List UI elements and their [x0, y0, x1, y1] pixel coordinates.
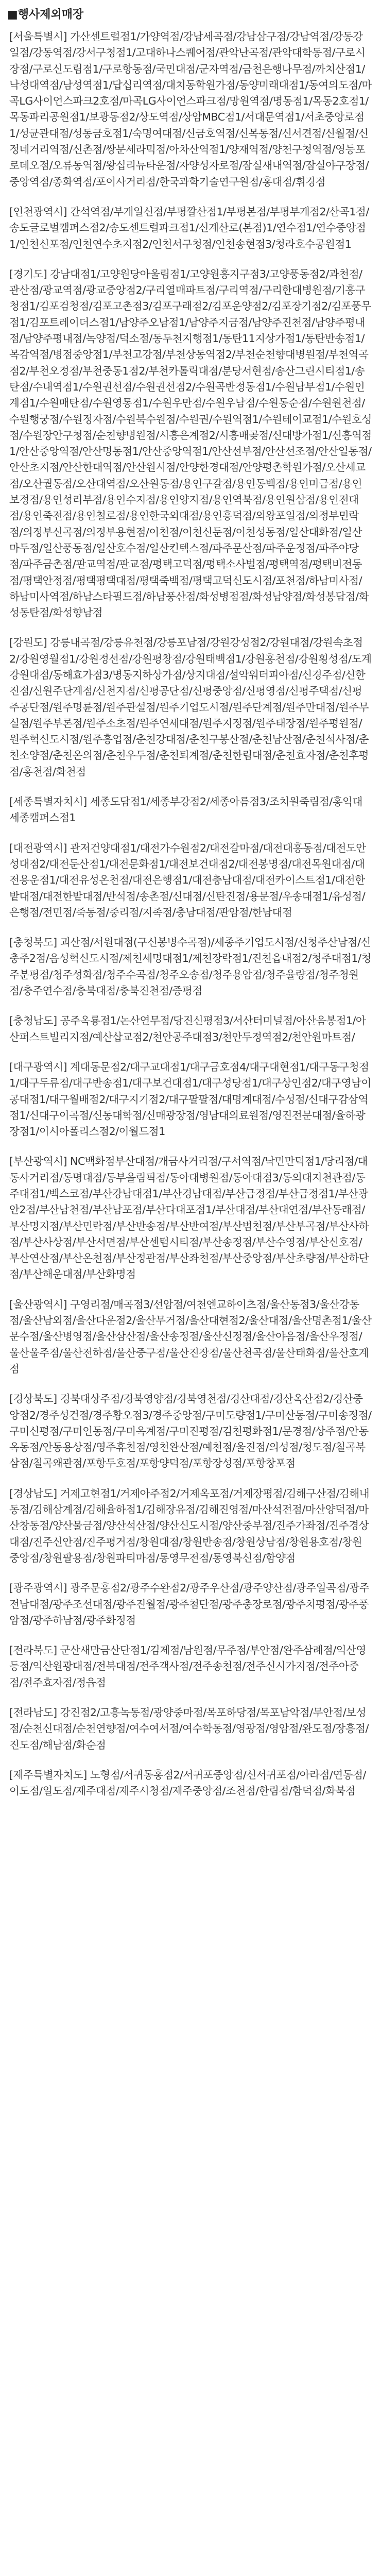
region-paragraph: [9, 1059, 372, 1140]
region-name: [전라남도]: [9, 1706, 57, 1719]
region-name: [대구광역시]: [9, 1060, 67, 1073]
region-name: [전라북도]: [9, 1644, 57, 1657]
region-name: [대전광역시]: [9, 841, 67, 854]
region-store-list: 계대동문점2/대구교대점1/대구금호점4/대구대현점1/대구동구청점1/대구두류점/대구반송점1/대구보건대점1/대구성당점1/대구상인점2/대구영남이공대점1/대구월배점2/대구지기점2/대구팔팔점/대명계대점/수성점/신대구감삼역점1/신대구이곡점/신동대학점/신매광장점/영남대의료원점/영진전문대점/율하광장점1/이시아폴리스점2/이월드점1: [9, 1060, 371, 1138]
region-store-list: 강진점2/고흥녹동점/광양중마점/목포하당점/목포남악점/무안점/보성점/순천신대점/순천연향점/여수여서점/여수학동점/영광점/영암점/완도점/장흥점/진도점/해남점/화순점: [9, 1706, 369, 1751]
region-name: [경상북도]: [9, 1393, 57, 1405]
region-paragraph: [9, 204, 372, 252]
region-name: [울산광역시]: [9, 1298, 67, 1311]
region-store-list: 노형점/서귀동홍점2/서귀포중앙점/신서귀포점/아라점/연동점/이도점/일도점/제주대점/제주시청점/제주중앙점/조천점/한림점/함덕점/화북점: [9, 1768, 366, 1798]
region-paragraph: [9, 1486, 372, 1566]
region-store-list: 관저건양대점1/대전가수원점2/대전갈마점/대전대흥동점/대전도안성대점2/대전둔산점1/대전문화점1/대전보건대점2/대전봉명점/대전목원대점/대전용운점1/대전유성온천점/대전은행점1/대전충남대점/대전카이스트점1/대전한밭대점/대전한밭대점/반석점/송촌점/신대점/신탄진점/용문점/우송대점1/유성점/은행점/전민점/죽동점/중리점/지족점/충남대점/판암점/한남대점: [9, 841, 366, 919]
region-name: [세종특별자치시]: [9, 795, 87, 808]
region-list: [0, 27, 381, 1800]
region-paragraph: [9, 1391, 372, 1471]
region-store-list: NC백화점부산대점/개금사거리점/구서역점/낙민만덕점1/당리점/대동사거리점/동명대점/동부올림픽점/동아대병원점/동아대점3/동의대지천관점/동주대점1/벡스코점/부산강남대점1/부산경남대점/부산금정점/부산금정점1/부산광안2점/부산남천점/부산남포점/부산다대포점1/부산대점/부산대연점/부산동래점/부산명지점/부산민락점/부산반송점/부산반여점/부산범천점/부산부곡점/부산사하점/부산사상점/부산서면점/부산센텀시티점/부산송정점/부산수영점/부산신호점/부산연산점/부산온천점/부산정관점/부산좌천점/부산중앙점/부산초량점/부산하단점/부산해운대점/부산화명점: [9, 1155, 369, 1281]
region-paragraph: [9, 29, 372, 190]
region-name: [경상남도]: [9, 1487, 57, 1500]
region-paragraph: [9, 266, 372, 621]
region-name: [충청남도]: [9, 1014, 57, 1027]
region-paragraph: [9, 1013, 372, 1045]
region-name: [경기도]: [9, 267, 47, 280]
region-paragraph: [9, 1297, 372, 1377]
region-store-list: 가산센트럴점1/가양역점/강남세곡점/강남삼구점/강남역점/강동강일점/강동역점/강서구청점1/고대하나스퀘어점/관악난곡점/관악대학동점/구로시장점/구로신도림점1/구로항동점/국민대점/군자역점/금천은행나무점/까치산점1/낙성대역점/남성역점1/답십리역점/대치동학원가점/동양미래대점1/동여의도점/마곡LG사이언스파크2호점/마곡LG사이언스파크점/망원역점/명동점1/목동2호점1/목동파리공원점1/보광동점2/상도역점/상암MBC점1/서대문역점1/서초중앙로점1/성균관대점/성동금호점1/숙명여대점/신금호역점/신목동점/신서견점/신월점/신정네거리역점/신촌점/쌍문세라믹점/아차산역점1/양재역점/양천구청역점/영등포로데오점/오류동역점/왕십리뉴타운점/자양성자로점/잠실새내역점/잠실야구장점/중앙역점/종화역점/포이사거리점/한국과학기술연구원점/홍대점/휘경점: [9, 30, 372, 188]
page-heading: [0, 0, 381, 27]
region-paragraph: [9, 635, 372, 780]
region-store-list: 세종도담점1/세종부강점2/세종아름점3/조치원죽림점/홍익대세종캠퍼스점1: [9, 795, 362, 824]
region-name: [강원도]: [9, 636, 47, 649]
region-paragraph: [9, 1705, 372, 1753]
region-name: [부산광역시]: [9, 1155, 67, 1168]
region-paragraph: [9, 1154, 372, 1282]
region-paragraph: [9, 935, 372, 999]
region-store-list: 광주문흥점2/광주수완점2/광주우산점/광주양산점/광주일곡점/광주전남대점/광주조선대점/광주진월점/광주첨단점/광주충장로점/광주치평점/광주풍암점/광주하남점/광주화정점: [9, 1582, 370, 1626]
region-paragraph: [9, 794, 372, 826]
region-store-list: 공주옥룡점1/논산연무점/당진신평점3/서산터미널점/아산음봉점1/아산퍼스트빌리지점/예산삽교점2/천안공주대점3/천안두정역점2/천안원마트점/: [9, 1014, 366, 1043]
region-name: [광주광역시]: [9, 1582, 67, 1595]
region-store-list: 간석역점/부개일신점/부평깔산점1/부평본점/부평부개점2/산곡1점/송도글로벌캠퍼스점2/송도센트럴파크점1/신계산로(본점)1/연수점1/연수중앙점1/인천신포점/인천연수초지점2/인천서구청점/인천송현점3/청라호수공원점1: [9, 205, 369, 250]
region-name: [서울특별시]: [9, 30, 67, 43]
region-paragraph: [9, 1767, 372, 1800]
region-paragraph: [9, 1580, 372, 1629]
region-name: [인천광역시]: [9, 205, 67, 218]
region-store-list: 강남대점1/고양원당아울림점1/고양원흥지구점3/고양풍동점2/과천점/관산점/광교역점/광교중앙점2/구리열매파트점/구리역점/구리한대병원점/기흥구청점1/김포검청점/김포고촌점3/김포구래점2/김포운양점2/김포장기점2/김포풍무점1/김포트레이더스점1/남양주오남점1/남양주지금점/남양주진천점/남양주평내점/남양주평내점/녹양점/덕소점/동두천지행점1/동탄11지상가점1/동탄반송점1/목감역점/병점중앙점1/부천고강점/부천상동역점2/부천순천향대병원점/부천역곡점2/부천오정점/부천중동1점2/부천카톨릭대점/분당서현점/송산그린시티점1/송탄점/수내역점1/수원권선점/수원권선점2/수원곡반정동점1/수원남부점1/수원인계점1/수원매탄점/수원영통점1/수원우만점/수원우남점/수원동순점/수원원천점/수원행궁점/수원정자점/수원북수원점/수원권/수원역점1/수원테이교점1/수원호성점/수원장안구청점/순천향병원점/시흥은계점2/시흥배곶점/신대방가점1/신흥역점1/안산중앙역점/안산명동점1/안산중앙역점1/안산선부점/안산선조점/안산일동점/안산초지점/안산한대역점/안산원시점/안양한경대점/안양평촌학원가점/오산세교점/오산궐동점/오산대역점/오산원동점/용인구갈점/용인동백점/용인미금점/용인보정점/용인성리부점/용인수지점/용인양지점/용인역북점/용인원삼점/용인전대점/용인죽전점/용인철로점/용인한국외대점/용인흥덕점/의왕포일점/의정부민락점/의정부신곡점/의정부용현점/이천점/이천신둔점/이천성동점/일산대화점/일산마두점/일산풍동점/일산호수점/일산킨텍스점/파주문산점/파주운정점/파주야당점/파주금촌점/판교역점/판교점/평택고덕점/평택소사벌점/평택역점/평택비전동점/평택안정점/평택평택대점/평택죽백점/평택고덕신도시점/포천점/하남미사점/하남미사역점/하남스타필드점/하남풍산점/화성병점점/화성남양점/화성봉담점/화성동탄점/화성향남점: [9, 267, 372, 619]
region-store-list: 경북대상주점/경북영양점/경북영천점/경산대점/경산옥산점2/경산중앙점2/경주성건점/경주황오점3/경주중앙점/구미도량점1/구미산동점/구미송정점/구미신평점/구미인동점/구미옥계점/구미진평점/김천평화점1/문경점/상주점/안동옥동점/안동용상점/영주휴천점/영천완산점/예천점/울진점/의성점/청도점/칠곡북삼점/칠곡왜관점/포항두호점/포항양덕점/포항장성점/포항창포점: [9, 1393, 372, 1470]
region-paragraph: [9, 1642, 372, 1691]
region-store-list: 괴산점/서원대점(구신봉병수곡점)/세종주기업도시점/신청주산남점/신충주2점/음성혁신도시점/제천세명대점1/제천장락점1/진천읍내점2/청주대점1/청주분평점/청주성화점/청주수곡점/청주오송점/청주용암점/청주율량점/청주청원점/충주연수점/충북대점/충북진천점/증평점: [9, 936, 371, 997]
region-store-list: 강릉내곡점/강릉유천점/강릉포남점/강원강성점2/강원대점/강원속초점2/강원영월점1/강원정선점/강원평창점/강원태백점1/강원홍천점/강원횡성점/도계강원대점/동해효가점3/명동지하상가점/상지대점/설악워터피아점/신경주점/신한진점/신원주단계점/신천지점/신평공단점/신평중앙점/신평영점/신평주택점/신평주공단점/원주명륜점/원주관설점/원주기업도시점/원주단계점/원주만대점/원주무실점/원주부론점/원주소초점/원주연세대점/원주지정점/원주태장점/원주평원점/원주혁신도시점/원주흥업점/춘천강대점/춘천구봉산점/춘천남산점/춘천석사점/춘천소양점/춘천온의점/춘천우두점/춘천퇴계점/춘천한림대점/춘천효자점/춘천후평점/홍천점/화천점: [9, 636, 372, 778]
region-name: [제주특별자치도]: [9, 1768, 87, 1781]
region-paragraph: [9, 840, 372, 921]
region-store-list: 구영리점/매곡점3/선암점/여천엔교하이츠점/울산동점3/울산강동점/울산남외점/울산다운점2/울산무거점/울산대현점2/울산대점/울산명촌점1/울산문수점/울산병영점/울산삼산점/울산송정점/울산신정점/울산야음점/울산우정점/울산울주점/울산전하점/울산중구점/울산진장점/울산천곡점/울산태화점/울산호계점: [9, 1298, 372, 1375]
region-name: [충청북도]: [9, 936, 57, 949]
region-store-list: 거제고현점1/거제아주점2/거제옥포점/거제장평점/김해구산점/김해내동점/김해삼계점/김해율하점1/김해장유점/김해진영점/마산석전점/마산양덕점/마산창동점/양산물금점/양산석산점/양산신도시점/양산중부점/진주가좌점/진주경상대점/진주신안점/진주평거점/창원대점/창원반송점/창원상남점/창원용호점/창원중앙점/창원팔용점/창원파티마점/통영무전점/통영북신점/함양점: [9, 1487, 370, 1564]
page-heading-text: ■행사제외매장: [7, 8, 84, 21]
region-store-list: 군산새만금산단점1/김제점/남원점/무주점/부안점/완주삼례점/익산영등점/익산원광대점/전북대점/전주객사점/전주송천점/전주신시가지점/전주아중점/전주효자점/정읍점: [9, 1644, 366, 1689]
